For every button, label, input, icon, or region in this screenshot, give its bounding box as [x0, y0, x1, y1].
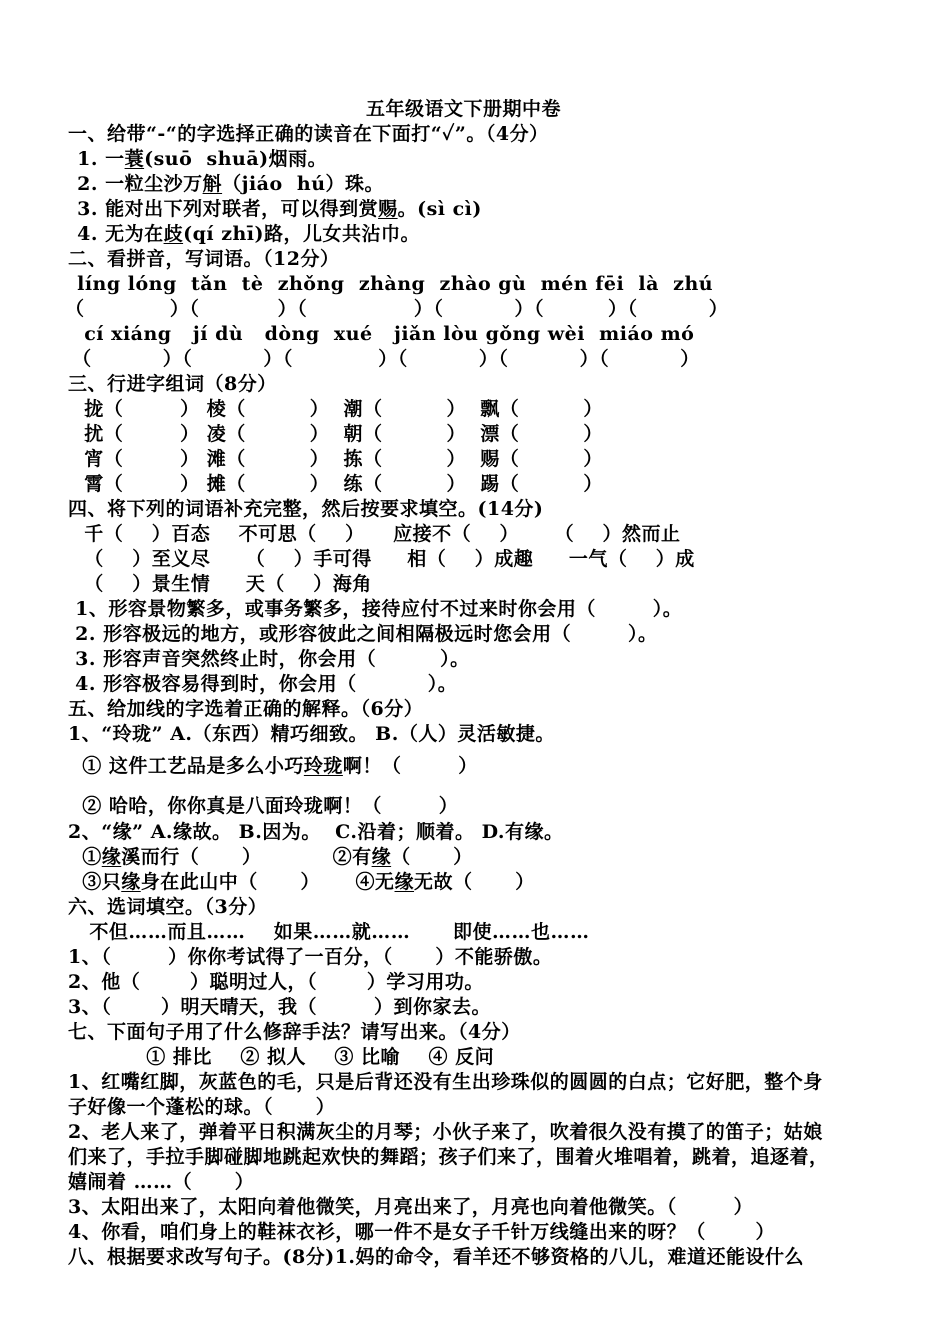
question-line: 4、你看，咱们身上的鞋袜衣衫，哪一件不是女子千针万线缝出来的呀？（ ）: [68, 1221, 776, 1243]
section-4-heading: 四、将下列的词语补充完整，然后按要求填空。(14分): [68, 498, 544, 520]
section-2-heading: 二、看拼音，写词语。（12分）: [68, 248, 340, 270]
question-line: ① 这件工艺品是多么小巧玲珑啊！（ ）: [68, 755, 478, 777]
question-line: 3、太阳出来了，太阳向着他微笑，月亮出来了，月亮也向着他微笑。（ ）: [68, 1196, 754, 1218]
question-line: 2、“缘” A.缘故。 B.因为。 C.沿着；顺着。 D.有缘。: [68, 821, 564, 843]
question-line: ② 哈哈，你你真是八面玲珑啊！（ ）: [68, 795, 459, 817]
section-6-heading: 六、选词填空。（3分）: [68, 896, 268, 918]
question-line: ③只缘身在此山中（ ） ④无缘无故（ ）: [68, 871, 535, 893]
section-8-heading: 八、根据要求改写句子。(8分)1.妈的命令，看羊还不够资格的八儿，难道还能设什么: [68, 1246, 805, 1268]
question-line: 4. 形容极容易得到时，你会用（ ）。: [68, 673, 458, 695]
section-3-heading: 三、行进字组词（8分）: [68, 373, 277, 395]
question-line: 2、他（ ）聪明过人，（ ）学习用功。: [68, 971, 484, 993]
question-line: 2. 形容极远的地方，或形容彼此之间相隔极远时您会用（ ）。: [68, 623, 658, 645]
pinyin-row: líng lóng tǎn tè zhǒng zhàng zhào gù mén fēi là zhú: [70, 273, 714, 295]
word-choices: 不但……而且…… 如果……就…… 即使……也……: [68, 921, 590, 943]
idiom-row: 千（ ）百态 不可思（ ） 应接不（ ） （ ）然而止: [70, 523, 681, 545]
question-line: 1、“玲珑” A.（东西）精巧细致。 B.（人）灵活敏捷。: [68, 723, 555, 745]
word-group-row: 拢（ ） 棱（ ） 潮（ ） 飘（ ）: [70, 398, 603, 420]
idiom-row: （ ）景生情 天（ ）海角: [70, 573, 372, 595]
question-line: ①缘溪而行（ ） ②有缘（ ）: [68, 846, 473, 868]
question-line: 1. 一蓑(suō shuā)烟雨。: [70, 148, 328, 170]
question-line: 3. 形容声音突然终止时，你会用（ ）。: [68, 648, 470, 670]
question-line: 1、（ ）你你考试得了一百分，（ ）不能骄傲。: [68, 946, 553, 968]
answer-blank-row[interactable]: （ ）（ ）（ ）（ ）（ ）（ ）: [65, 298, 729, 320]
section-5-heading: 五、给加线的字选着正确的解释。（6分）: [68, 698, 424, 720]
question-line: 1、形容景物繁多，或事务繁多，接待应付不过来时你会用（ ）。: [68, 598, 683, 620]
question-line: 2. 一粒尘沙万斛（jiáo hú）珠。: [70, 173, 385, 195]
section-1-heading: 一、给带“-“的字选择正确的读音在下面打“✓”。（4分）: [68, 123, 549, 145]
question-line: 们来了，手拉手脚碰脚地跳起欢快的舞蹈；孩子们来了，围着火堆唱着，跳着，追逐着，: [68, 1146, 829, 1168]
question-line: 4. 无为在歧(qí zhī)路，儿女共沾巾。: [70, 223, 421, 245]
answer-blank-row[interactable]: （ ）（ ）（ ）（ ）（ ）（ ）: [65, 348, 700, 370]
rhetoric-options: ① 排比 ② 拟人 ③ 比喻 ④ 反问: [68, 1046, 495, 1068]
question-line: 1、红嘴红脚，灰蓝色的毛，只是后背还没有生出珍珠似的圆圆的白点；它好肥，整个身: [68, 1071, 823, 1093]
word-group-row: 扰（ ） 凌（ ） 朝（ ） 漂（ ）: [70, 423, 603, 445]
page-title: 五年级语文下册期中卷: [366, 98, 562, 120]
idiom-row: （ ）至义尽 （ ）手可得 相（ ）成趣 一气（ ）成: [70, 548, 695, 570]
word-group-row: 霄（ ） 摊（ ） 练（ ） 踢（ ）: [70, 473, 603, 495]
question-line: 3、（ ）明天晴天，我（ ）到你家去。: [68, 996, 491, 1018]
question-line: 子好像一个蓬松的球。（ ）: [68, 1096, 336, 1118]
question-line: 嬉闹着 ……（ ）: [68, 1171, 255, 1193]
question-line: 3. 能对出下列对联者，可以得到赏赐。(sì cì): [70, 198, 482, 220]
section-7-heading: 七、下面句子用了什么修辞手法？请写出来。（4分）: [68, 1021, 521, 1043]
pinyin-row: cí xiáng jí dù dòng xué jiǎn lòu gǒng wèi miáo mó: [70, 323, 695, 345]
word-group-row: 宵（ ） 滩（ ） 拣（ ） 赐（ ）: [70, 448, 603, 470]
question-line: 2、老人来了，弹着平日积满灰尘的月琴；小伙子来了，吹着很久没有摸了的笛子；姑娘: [68, 1121, 823, 1143]
